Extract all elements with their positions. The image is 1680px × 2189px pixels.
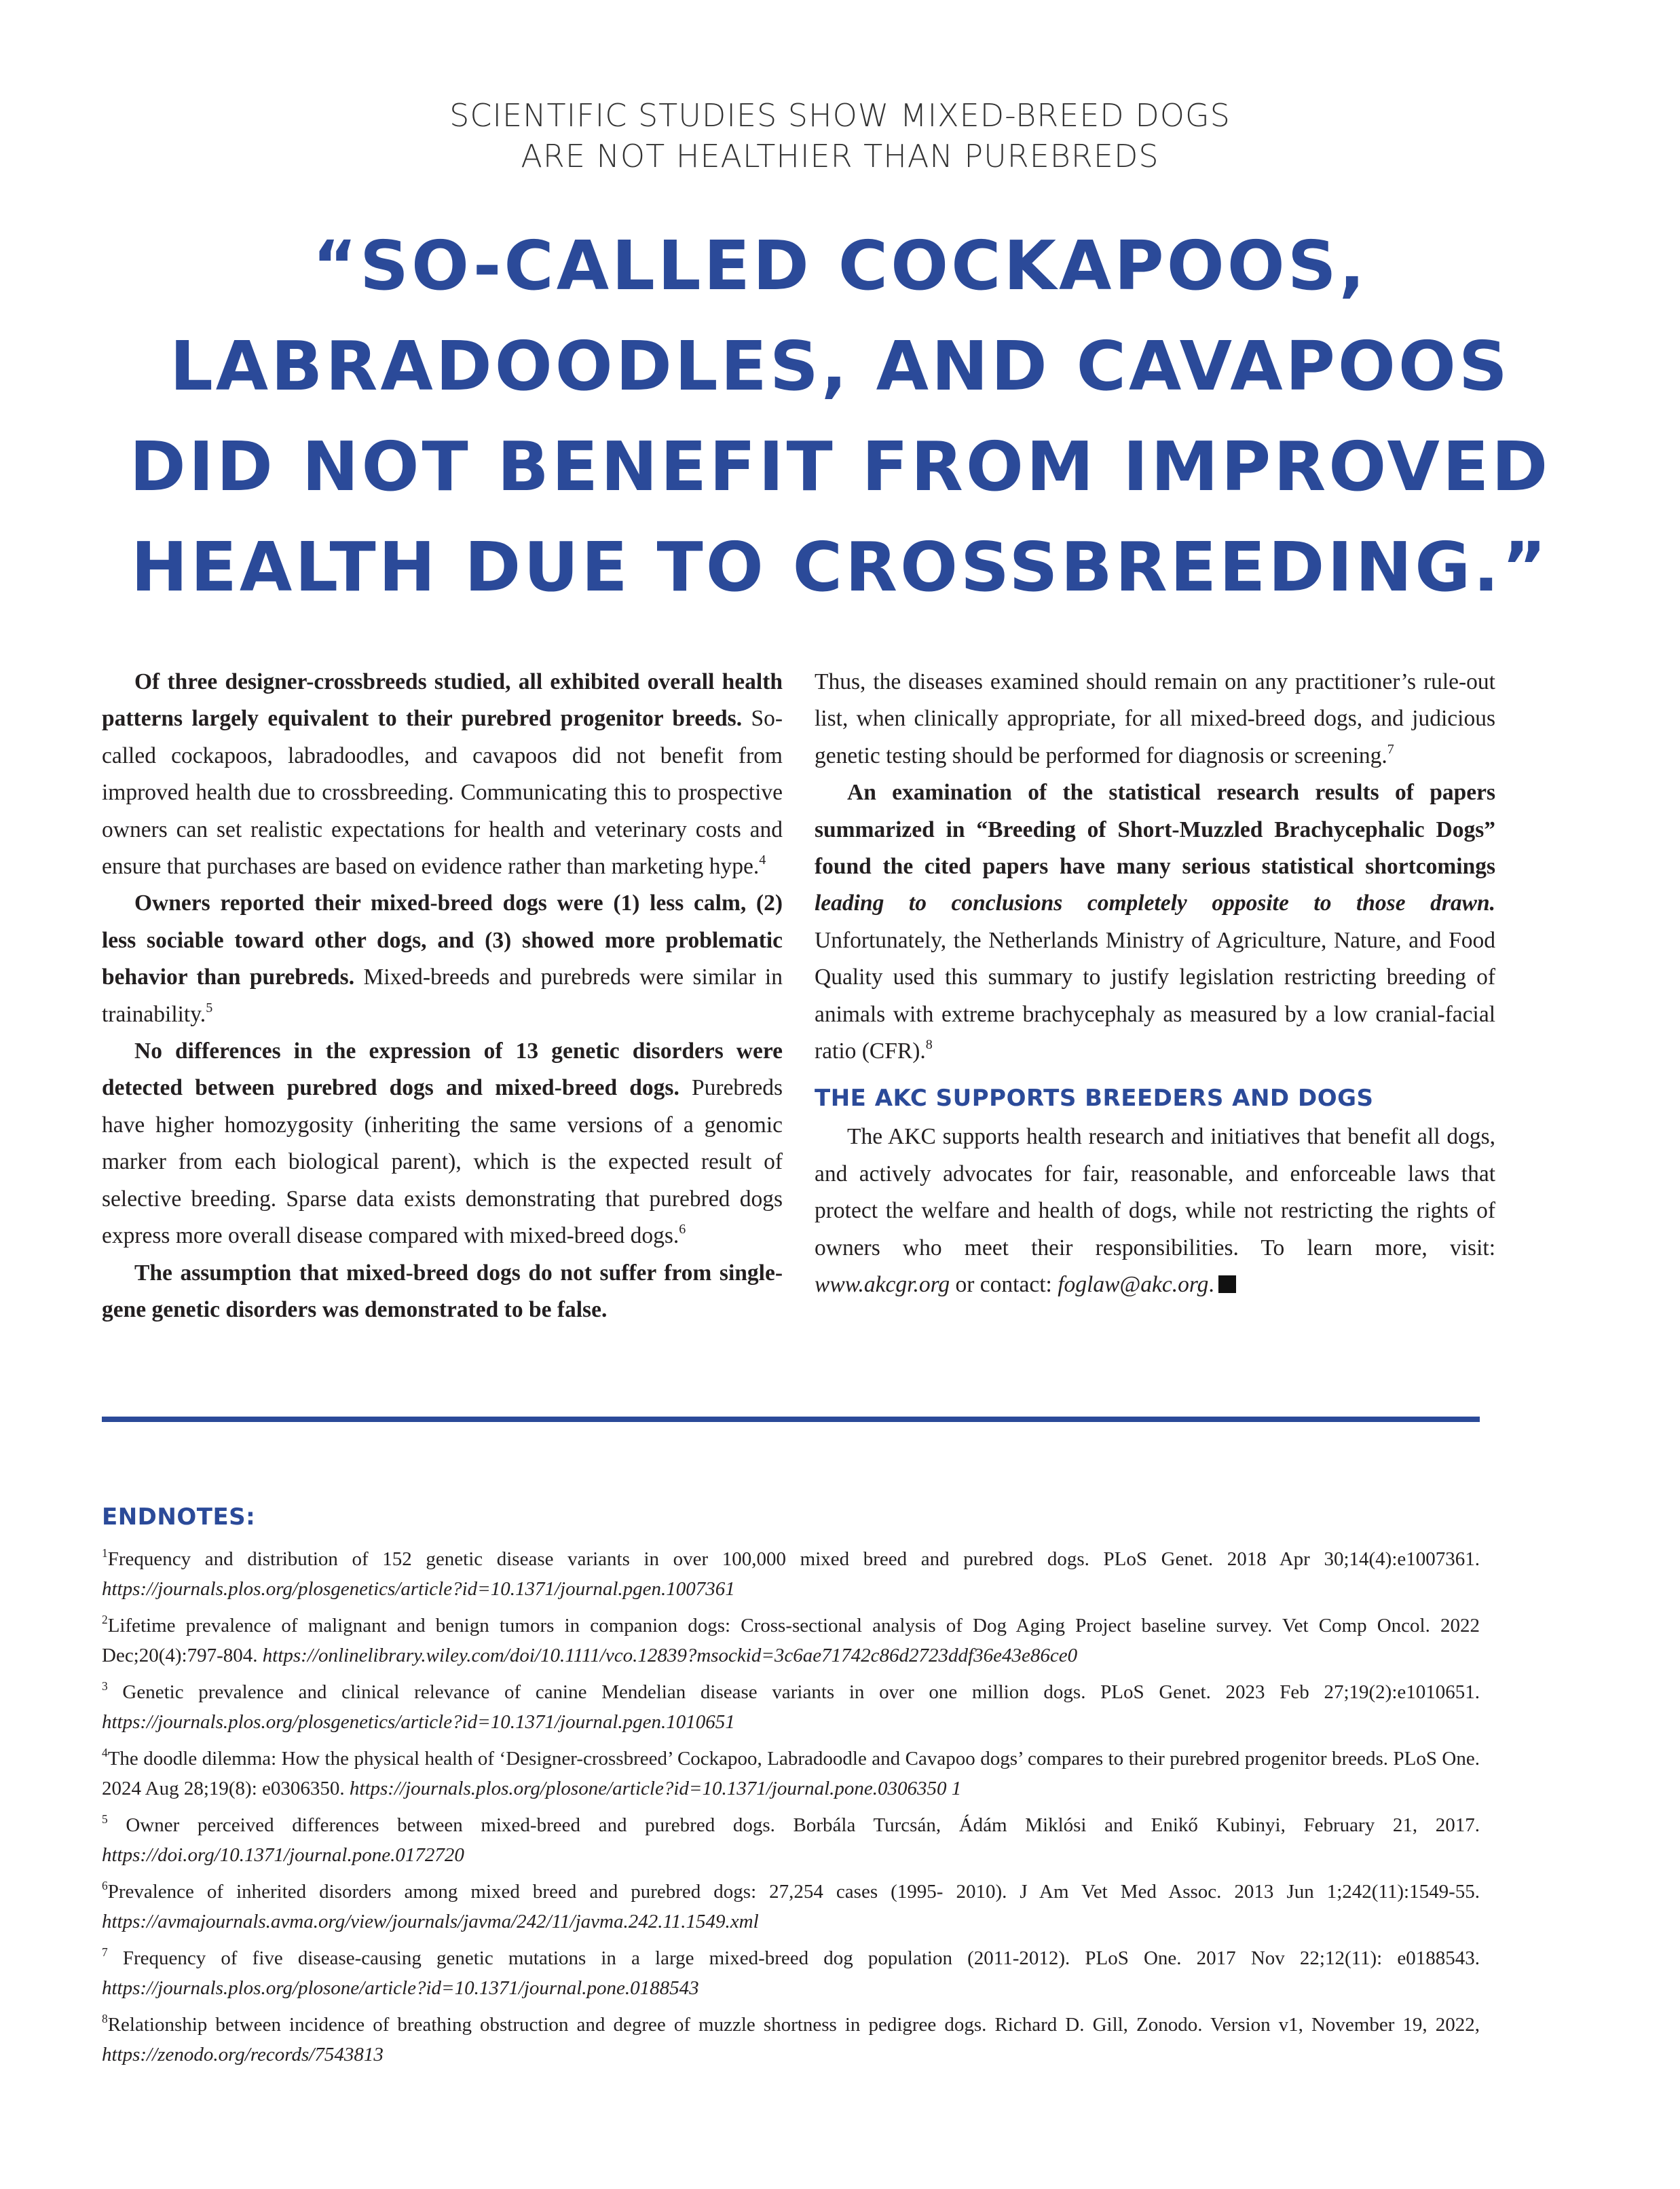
body-text: .	[1208, 1272, 1214, 1298]
endnote-link[interactable]: https://doi.org/10.1371/journal.pone.0172720	[102, 1844, 464, 1866]
footnote-ref[interactable]: 4	[759, 852, 766, 867]
headline-line: HEALTH DUE TO CROSSBREEDING.”	[130, 527, 1550, 607]
endnote-text: Lifetime prevalence of malignant and benign tumors in companion dogs: Cross-sectional analysis of Dog Aging Project baseline survey. Vet Comp Oncol. 2022 Dec;20(4):797-804.	[102, 1615, 1480, 1666]
body-text: So-called cockapoos, labradoodles, and cavapoos did not benefit from improved health due to crossbreeding. Communicating this to prospective owners can set realistic expectations for health and veterinary costs and ensure that purchases are based on evidence rather than marketing hype.	[102, 706, 783, 880]
footnote-ref[interactable]: 8	[925, 1037, 933, 1052]
endnote-number: 4	[102, 1745, 108, 1759]
endnote-link[interactable]: https://avmajournals.avma.org/view/journals/javma/242/11/javma.242.11.1549.xml	[102, 1911, 759, 1932]
bold-italic-text: leading to conclusions completely opposite to those drawn.	[815, 891, 1495, 916]
endnote-item	[102, 1877, 1480, 1937]
email-link[interactable]: foglaw@akc.org	[1058, 1272, 1209, 1298]
endnote-text: Genetic prevalence and clinical relevance of canine Mendelian disease variants in over one million dogs. PLoS Genet. 2023 Feb 27;19(2):e1010651.	[107, 1681, 1480, 1703]
body-text: Thus, the diseases examined should remain on any practitioner’s rule-out list, when clinically appropriate, for all mixed-breed dogs, and judicious genetic testing should be performed for diagnosis or screening.	[815, 669, 1495, 768]
endnote-item	[102, 2010, 1480, 2070]
endnote-item	[102, 1744, 1480, 1803]
endnote-item	[102, 1943, 1480, 2003]
endnote-link[interactable]: https://zenodo.org/records/7543813	[102, 2044, 384, 2065]
body-text: Purebreds have higher homozygosity (inheriting the same versions of a genomic marker from each biological parent), which is the expected result of selective breeding. Sparse data exists demonstrating that purebred dogs express more overall disease compared with mixed-breed dogs.	[102, 1075, 783, 1249]
endnote-text: Prevalence of inherited disorders among mixed breed and purebred dogs: 27,254 cases (1995- 2010). J Am Vet Med Assoc. 2013 Jun 1;242(11):1549-55.	[107, 1881, 1480, 1903]
headline-line: DID NOT BENEFIT FROM IMPROVED	[129, 427, 1551, 506]
endnote-item	[102, 1544, 1480, 1604]
paragraph	[102, 664, 783, 885]
left-column	[102, 664, 783, 1328]
body-text: Unfortunately, the Netherlands Ministry of Agriculture, Nature, and Food Quality used this summary to justify legislation restricting breeding of animals with extreme brachycephaly as measured by a low cranial-facial ratio (CFR).	[815, 927, 1495, 1064]
kicker	[0, 95, 1680, 176]
bold-lead: Owners reported their mixed-breed dogs were (1) less calm, (2) less sociable toward other dogs, and (3) showed more problematic behavior than purebreds.	[102, 891, 783, 990]
pull-quote-headline	[0, 216, 1680, 618]
website-link[interactable]: www.akcgr.org	[815, 1272, 950, 1298]
endnote-text: Frequency of five disease-causing genetic mutations in a large mixed-breed dog population (2011-2012). PLoS One. 2017 Nov 22;12(11): e0188543.	[107, 1947, 1480, 1969]
headline-line: “SO-CALLED COCKAPOOS,	[312, 226, 1368, 305]
endnote-item	[102, 1611, 1480, 1670]
endnote-number: 6	[102, 1878, 108, 1892]
paragraph	[102, 885, 783, 1033]
endnote-number: 3	[102, 1679, 108, 1693]
body-text: or contact:	[950, 1272, 1058, 1298]
paragraph	[815, 664, 1495, 774]
headline-line: LABRADOODLES, AND CAVAPOOS	[170, 326, 1510, 406]
endnote-number: 1	[102, 1546, 108, 1560]
kicker-line: ARE NOT HEALTHIER THAN PUREBREDS	[521, 138, 1159, 174]
endnote-link[interactable]: https://journals.plos.org/plosgenetics/article?id=10.1371/journal.pgen.1010651	[102, 1711, 735, 1733]
endnote-text: Owner perceived differences between mixed-breed and purebred dogs. Borbála Turcsán, Ádám Miklósi and Enikő Kubinyi, February 21, 2017.	[107, 1814, 1480, 1836]
endnote-number: 8	[102, 2011, 108, 2025]
right-column	[815, 664, 1495, 1304]
paragraph	[102, 1033, 783, 1254]
endnotes-list	[102, 1544, 1480, 2076]
endnote-item	[102, 1810, 1480, 1870]
paragraph	[102, 1255, 783, 1329]
bold-lead: Of three designer-crossbreeds studied, all exhibited overall health patterns largely equivalent to their purebred progenitor breeds.	[102, 669, 783, 732]
endnotes-title: ENDNOTES:	[102, 1503, 256, 1531]
endnote-text: The doodle dilemma: How the physical health of ‘Designer-crossbreed’ Cockapoo, Labradoodle and Cavapoo dogs’ compares to their purebred progenitor breeds. PLoS One. 2024 Aug 28;19(8): e0306350.	[102, 1748, 1480, 1799]
divider-rule	[102, 1417, 1480, 1422]
section-heading: THE AKC SUPPORTS BREEDERS AND DOGS	[815, 1085, 1374, 1112]
footnote-ref[interactable]: 5	[206, 1000, 213, 1015]
endnote-item	[102, 1677, 1480, 1737]
end-of-article-square-icon	[1218, 1275, 1236, 1293]
body-text: The AKC supports health research and initiatives that benefit all dogs, and actively advocates for fair, reasonable, and enforceable laws that protect the welfare and health of dogs, while not restricting the rights of owners who meet their responsibilities. To learn more, visit:	[815, 1124, 1495, 1260]
endnote-text: Relationship between incidence of breathing obstruction and degree of muzzle shortness in pedigree dogs. Richard D. Gill, Zonodo. Version v1, November 19, 2022,	[107, 2014, 1480, 2036]
bold-lead: The assumption that mixed-breed dogs do not suffer from single-gene genetic disorders was demonstrated to be false.	[102, 1260, 783, 1322]
endnote-link[interactable]: https://onlinelibrary.wiley.com/doi/10.1111/vco.12839?msockid=3c6ae71742c86d2723ddf36e43e86ce0	[262, 1645, 1078, 1666]
paragraph	[815, 774, 1495, 1070]
endnote-text: Frequency and distribution of 152 genetic disease variants in over 100,000 mixed breed and purebred dogs. PLoS Genet. 2018 Apr 30;14(4):e1007361.	[107, 1548, 1480, 1570]
endnote-number: 5	[102, 1812, 108, 1826]
endnote-number: 2	[102, 1612, 108, 1626]
bold-lead: An examination of the statistical research results of papers summarized in “Breeding of Short-Muzzled Brachycephalic Dogs” found the cited papers have many serious statistical shortcomings	[815, 780, 1495, 880]
footnote-ref[interactable]: 7	[1387, 741, 1394, 757]
bold-lead: No differences in the expression of 13 genetic disorders were detected between purebred dogs and mixed-breed dogs.	[102, 1039, 783, 1101]
endnote-number: 7	[102, 1945, 108, 1959]
body-text: Mixed-breeds and purebreds were similar in trainability.	[102, 965, 783, 1027]
kicker-line: SCIENTIFIC STUDIES SHOW MIXED-BREED DOGS	[449, 97, 1231, 134]
endnote-link[interactable]: https://journals.plos.org/plosone/article?id=10.1371/journal.pone.0306350 1	[349, 1778, 962, 1799]
endnote-link[interactable]: https://journals.plos.org/plosgenetics/article?id=10.1371/journal.pgen.1007361	[102, 1578, 735, 1600]
paragraph	[815, 1119, 1495, 1303]
footnote-ref[interactable]: 6	[679, 1222, 686, 1237]
endnote-link[interactable]: https://journals.plos.org/plosone/article?id=10.1371/journal.pone.0188543	[102, 1977, 699, 1999]
